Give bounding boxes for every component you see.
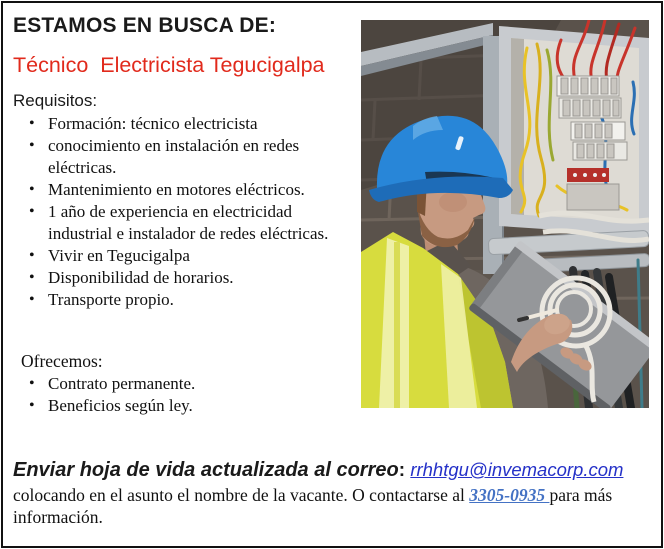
- contact-text-after-phone: para más información.: [13, 485, 613, 527]
- job-title: Técnico Electricista Tegucigalpa: [13, 53, 325, 77]
- requisitos-list: [13, 113, 335, 311]
- phone-link[interactable]: 3305-0935: [469, 485, 550, 505]
- ofrecemos-list: [13, 373, 335, 417]
- list-item: • Vivir en Tegucigalpa: [13, 245, 335, 267]
- electrician-photo: [361, 20, 649, 408]
- contact-lead: Enviar hoja de vida actualizada al correo: [13, 459, 399, 481]
- list-item: • Formación: técnico electricista: [13, 113, 335, 135]
- contact-line-2: [13, 484, 647, 528]
- list-item: • Beneficios según ley.: [13, 395, 335, 417]
- list-item: • conocimiento en instalación en redes eléctricas.: [13, 135, 335, 179]
- list-item: • Disponibilidad de horarios.: [13, 267, 335, 289]
- email-link[interactable]: rrhhtgu@invemacorp.com: [410, 459, 624, 480]
- contact-colon: :: [398, 460, 411, 481]
- contact-text-before-phone: colocando en el asunto el nombre de la vacante. O contactarse al: [13, 485, 470, 505]
- requisitos-label: Requisitos:: [13, 91, 98, 110]
- electrician-photo-svg: [361, 20, 649, 408]
- list-item: • Contrato permanente.: [13, 373, 335, 395]
- electrical-panel: [499, 20, 649, 236]
- list-item: • 1 año de experiencia en electricidad industrial e instalador de redes eléctricas.: [13, 201, 335, 245]
- ofrecemos-label: Ofrecemos:: [21, 351, 103, 371]
- list-item: • Transporte propio.: [13, 289, 335, 311]
- contact-line-1: [13, 459, 647, 482]
- list-item: • Mantenimiento en motores eléctricos.: [13, 179, 335, 201]
- contact-section: [13, 459, 647, 528]
- flyer-heading: ESTAMOS EN BUSCA DE:: [13, 14, 277, 37]
- flyer-border: [1, 1, 663, 548]
